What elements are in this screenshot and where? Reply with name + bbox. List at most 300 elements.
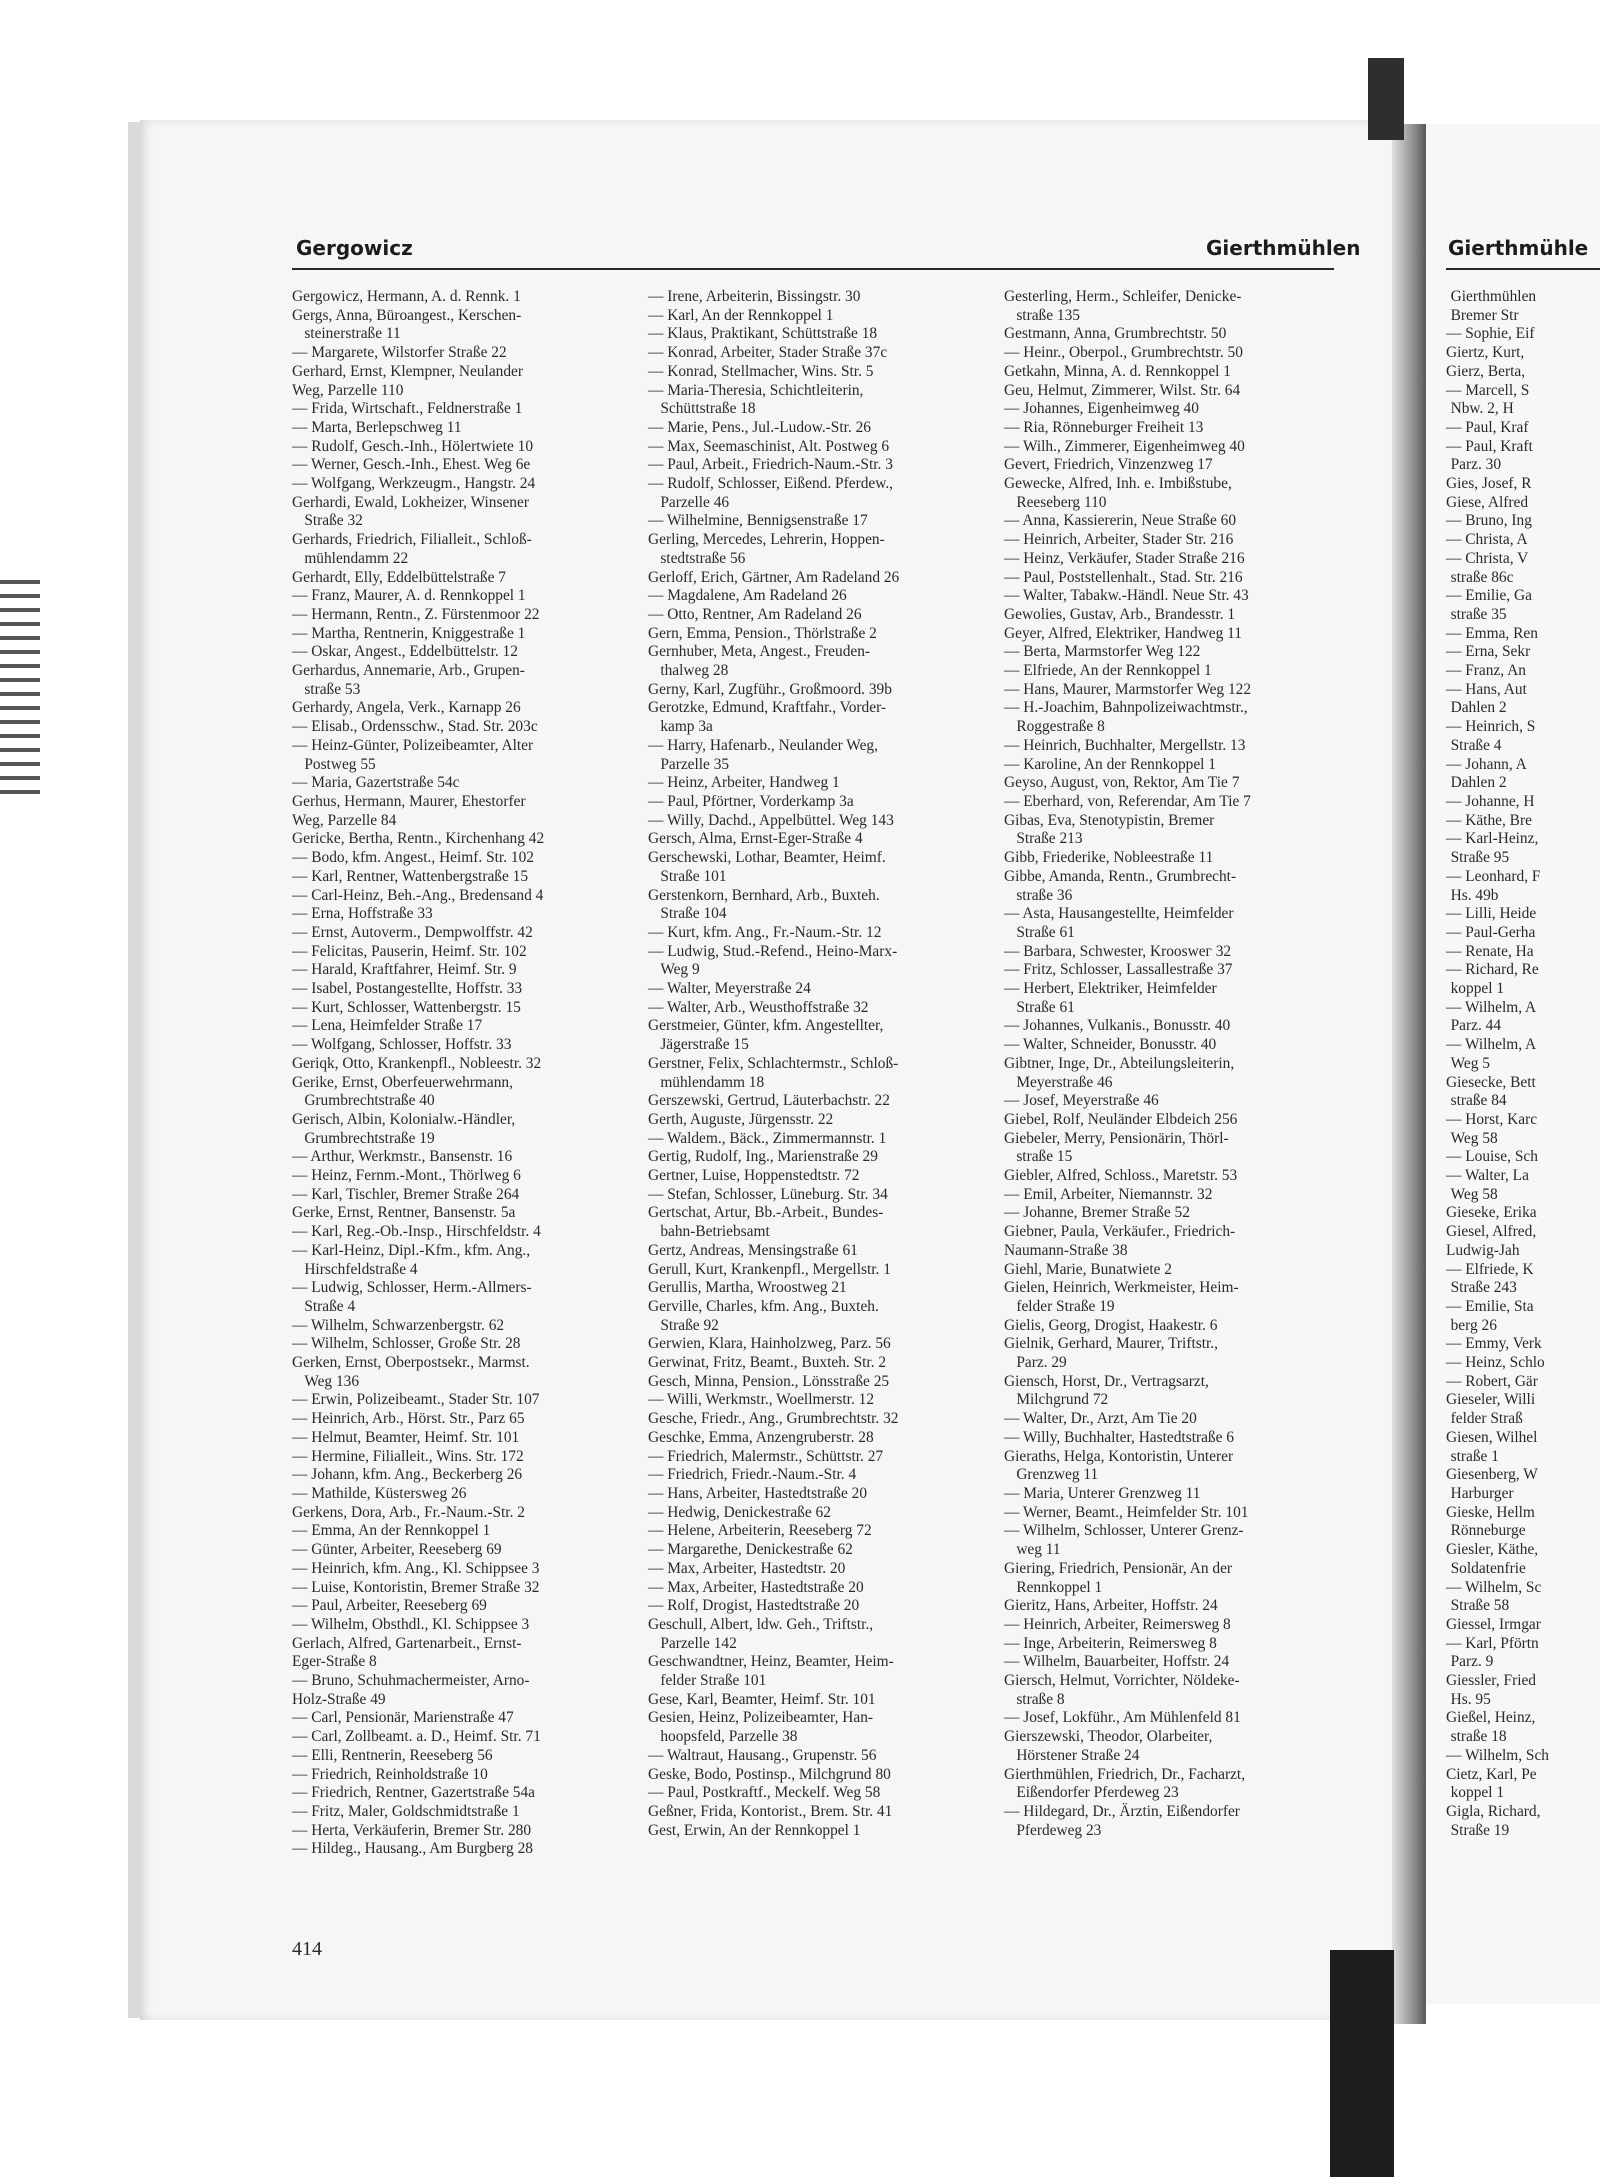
directory-line: — Carl, Zollbeamt. a. D., Heimf. Str. 71 bbox=[292, 1728, 541, 1746]
directory-line: — Josef, Lokführ., Am Mühlenfeld 81 bbox=[1004, 1709, 1241, 1727]
directory-line: Giesecke, Bett bbox=[1446, 1073, 1536, 1091]
directory-line: Gergs, Anna, Büroangest., Kerschen- bbox=[292, 306, 522, 324]
directory-line: — Richard, Re bbox=[1446, 961, 1539, 979]
directory-line: Weg 58 bbox=[1450, 1185, 1498, 1203]
directory-line: Gesterling, Herm., Schleifer, Denicke- bbox=[1004, 288, 1242, 305]
directory-line: — Herbert, Elektriker, Heimfelder bbox=[1004, 980, 1217, 998]
directory-line: — Karl, Rentner, Wattenbergstraße 15 bbox=[292, 867, 529, 885]
directory-line: Schüttstraße 18 bbox=[660, 400, 756, 418]
directory-line: Gericke, Bertha, Rentn., Kirchenhang 42 bbox=[292, 830, 545, 848]
entry-column-2 bbox=[648, 288, 978, 1840]
directory-line: felder Straße 19 bbox=[1016, 1297, 1115, 1315]
directory-line: Gierszewski, Theodor, Olarbeiter, bbox=[1004, 1728, 1213, 1746]
book-gutter bbox=[1392, 124, 1426, 2024]
directory-line: Gibb, Friederike, Nobleestraße 11 bbox=[1004, 849, 1214, 867]
header-left: Gergowicz bbox=[296, 236, 413, 260]
directory-line: — Johannes, Eigenheimweg 40 bbox=[1004, 400, 1199, 418]
directory-line: — Marcell, S bbox=[1446, 381, 1530, 399]
directory-line: — Willi, Werkmstr., Woellmerstr. 12 bbox=[648, 1391, 875, 1409]
directory-line: — Kurt, Schlosser, Wattenbergstr. 15 bbox=[292, 998, 521, 1016]
directory-line: — Konrad, Stellmacher, Wins. Str. 5 bbox=[648, 362, 874, 380]
directory-line: — Oskar, Angest., Eddelbüttelstr. 12 bbox=[292, 643, 518, 661]
directory-line: — Wilhelm, Bauarbeiter, Hoffstr. 24 bbox=[1004, 1653, 1230, 1671]
directory-line: — Wilhelm, A bbox=[1446, 1036, 1537, 1054]
directory-line: — Horst, Karc bbox=[1446, 1110, 1538, 1128]
directory-line: — Heinrich, Arbeiter, Stader Str. 216 bbox=[1004, 531, 1234, 549]
directory-line: Gernhuber, Meta, Angest., Freuden- bbox=[648, 643, 871, 661]
directory-line: — Karl, An der Rennkoppel 1 bbox=[648, 306, 834, 324]
directory-line: Gibbe, Amanda, Rentn., Grumbrecht- bbox=[1004, 867, 1237, 885]
directory-line: — Hans, Aut bbox=[1446, 680, 1527, 698]
directory-line: straße 36 bbox=[1016, 886, 1073, 904]
directory-line: Cietz, Karl, Pe bbox=[1446, 1765, 1537, 1783]
directory-line: — Inge, Arbeiterin, Reimersweg 8 bbox=[1004, 1634, 1217, 1652]
directory-line: — Elisab., Ordensschw., Stad. Str. 203c bbox=[292, 718, 538, 736]
directory-line: Gießel, Heinz, bbox=[1446, 1709, 1536, 1727]
directory-line: — Paul, Kraf bbox=[1446, 418, 1529, 436]
directory-line: Gesch, Minna, Pension., Lönsstraße 25 bbox=[648, 1372, 890, 1390]
directory-line: stedtstraße 56 bbox=[660, 549, 746, 567]
directory-line: — Johanne, Bremer Straße 52 bbox=[1004, 1204, 1190, 1222]
directory-line: — Friedrich, Reinholdstraße 10 bbox=[292, 1765, 488, 1783]
directory-line: straße 53 bbox=[304, 680, 361, 698]
directory-line: Gieraths, Helga, Kontoristin, Unterer bbox=[1004, 1447, 1234, 1465]
directory-line: — Klaus, Praktikant, Schüttstraße 18 bbox=[648, 325, 878, 343]
directory-line: — Wilhelm, A bbox=[1446, 998, 1537, 1016]
directory-line: — Heinrich, Buchhalter, Mergellstr. 13 bbox=[1004, 736, 1246, 754]
directory-line: — Erna, Hoffstraße 33 bbox=[292, 905, 433, 923]
directory-line: — Carl, Pensionär, Marienstraße 47 bbox=[292, 1709, 514, 1727]
directory-line: Gertner, Luise, Hoppenstedtstr. 72 bbox=[648, 1167, 860, 1185]
directory-line: Gese, Karl, Beamter, Heimf. Str. 101 bbox=[648, 1690, 876, 1708]
directory-line: — Werner, Gesch.-Inh., Ehest. Weg 6e bbox=[292, 456, 531, 474]
directory-line: Geriqk, Otto, Krankenpfl., Nobleestr. 32 bbox=[292, 1054, 542, 1072]
directory-line: — Hermine, Filialleit., Wins. Str. 172 bbox=[292, 1447, 524, 1465]
directory-line: Gersch, Alma, Ernst-Eger-Straße 4 bbox=[648, 830, 863, 848]
directory-line: Giessel, Irmgar bbox=[1446, 1615, 1541, 1633]
directory-line: — Paul, Arbeit., Friedrich-Naum.-Str. 3 bbox=[648, 456, 893, 474]
directory-line: Gerhardus, Annemarie, Arb., Grupen- bbox=[292, 662, 525, 680]
directory-line: — Asta, Hausangestellte, Heimfelder bbox=[1004, 905, 1234, 923]
directory-line: Gerhardt, Elly, Eddelbüttelstraße 7 bbox=[292, 568, 506, 586]
directory-line: — Walter, Schneider, Bonusstr. 40 bbox=[1004, 1036, 1217, 1054]
directory-line: — Paul-Gerha bbox=[1446, 923, 1536, 941]
directory-line: — Werner, Beamt., Heimfelder Str. 101 bbox=[1004, 1503, 1249, 1521]
directory-line: Gerken, Ernst, Oberpostsekr., Marmst. bbox=[292, 1354, 530, 1372]
directory-line: — Friedrich, Malermstr., Schüttstr. 27 bbox=[648, 1447, 884, 1465]
directory-line: — Erna, Sekr bbox=[1446, 643, 1531, 661]
directory-line: Gerstner, Felix, Schlachtermstr., Schloß- bbox=[648, 1054, 899, 1072]
directory-line: — Magdalene, Am Radeland 26 bbox=[648, 587, 847, 605]
directory-line: Nbw. 2, H bbox=[1450, 400, 1514, 418]
directory-line: Straße 58 bbox=[1450, 1597, 1510, 1615]
directory-line: straße 1 bbox=[1450, 1447, 1499, 1465]
directory-line: Gerke, Ernst, Rentner, Bansenstr. 5a bbox=[292, 1204, 516, 1222]
directory-line: Straße 213 bbox=[1016, 830, 1083, 848]
directory-line: hoopsfeld, Parzelle 38 bbox=[660, 1728, 798, 1746]
directory-line: Straße 95 bbox=[1450, 849, 1510, 867]
directory-line: Gern, Emma, Pension., Thörlstraße 2 bbox=[648, 624, 877, 642]
directory-line: Giebler, Alfred, Schloss., Maretstr. 53 bbox=[1004, 1167, 1238, 1185]
directory-line: straße 18 bbox=[1450, 1728, 1507, 1746]
directory-line: — Karoline, An der Rennkoppel 1 bbox=[1004, 755, 1217, 773]
directory-line: — Johannes, Vulkanis., Bonusstr. 40 bbox=[1004, 1017, 1231, 1035]
directory-line: kamp 3a bbox=[660, 718, 713, 736]
directory-line: — Johanne, H bbox=[1446, 792, 1535, 810]
directory-line: Gierthmühlen bbox=[1450, 288, 1537, 305]
directory-line: — Wilhelm, Obsthdl., Kl. Schippsee 3 bbox=[292, 1615, 530, 1633]
directory-line: Straße 4 bbox=[304, 1297, 356, 1315]
directory-line: — H.-Joachim, Bahnpolizeiwachtmstr., bbox=[1004, 699, 1248, 717]
directory-line: Gibtner, Inge, Dr., Abteilungsleiterin, bbox=[1004, 1054, 1235, 1072]
directory-line: Grenzweg 11 bbox=[1016, 1466, 1099, 1484]
directory-line: — Bodo, kfm. Angest., Heimf. Str. 102 bbox=[292, 849, 534, 867]
page-number: 414 bbox=[292, 1938, 322, 1960]
directory-line: — Emma, Ren bbox=[1446, 624, 1538, 642]
directory-line: Gerny, Karl, Zugführ., Großmoord. 39b bbox=[648, 680, 892, 698]
directory-line: Pferdeweg 23 bbox=[1016, 1821, 1102, 1839]
directory-line: — Paul, Arbeiter, Reeseberg 69 bbox=[292, 1597, 487, 1615]
directory-line: Gesche, Friedr., Ang., Grumbrechtstr. 32 bbox=[648, 1410, 899, 1428]
directory-line: — Emmy, Verk bbox=[1446, 1335, 1542, 1353]
directory-line: — Waltraut, Hausang., Grupenstr. 56 bbox=[648, 1746, 877, 1764]
directory-line: Geschull, Albert, ldw. Geh., Triftstr., bbox=[648, 1615, 874, 1633]
directory-line: Geschke, Emma, Anzengruberstr. 28 bbox=[648, 1428, 874, 1446]
directory-line: Gerstmeier, Günter, kfm. Angestellter, bbox=[648, 1017, 884, 1035]
directory-line: Gerstenkorn, Bernhard, Arb., Buxteh. bbox=[648, 886, 880, 904]
directory-line: Gergowicz, Hermann, A. d. Rennk. 1 bbox=[292, 288, 521, 305]
directory-line: Eger-Straße 8 bbox=[292, 1653, 377, 1671]
directory-line: Gerwien, Klara, Hainholzweg, Parz. 56 bbox=[648, 1335, 891, 1353]
directory-line: Giese, Alfred bbox=[1446, 493, 1529, 511]
directory-line: — Rudolf, Schlosser, Eißend. Pferdew., bbox=[648, 475, 894, 493]
directory-line: — Paul, Postkraftf., Meckelf. Weg 58 bbox=[648, 1784, 881, 1802]
directory-line: Giesler, Käthe, bbox=[1446, 1541, 1539, 1559]
directory-line: — Louise, Sch bbox=[1446, 1148, 1538, 1166]
directory-line: Ludwig-Jah bbox=[1446, 1241, 1520, 1259]
directory-line: Straße 61 bbox=[1016, 998, 1075, 1016]
directory-line: — Barbara, Schwester, Krooswег 32 bbox=[1004, 942, 1232, 960]
directory-line: — Paul, Poststellenhalt., Stad. Str. 216 bbox=[1004, 568, 1243, 586]
directory-line: straße 84 bbox=[1450, 1092, 1507, 1110]
directory-line: — Lilli, Heide bbox=[1446, 905, 1537, 923]
directory-line: — Wilhelm, Sch bbox=[1446, 1746, 1549, 1764]
directory-line: Gielis, Georg, Drogist, Haakestr. 6 bbox=[1004, 1316, 1218, 1334]
directory-line: — Leonhard, F bbox=[1446, 867, 1541, 885]
directory-line: — Hedwig, Denickestraße 62 bbox=[648, 1503, 831, 1521]
directory-line: — Heinz, Arbeiter, Handweg 1 bbox=[648, 774, 840, 792]
directory-line: — Josef, Meyerstraße 46 bbox=[1004, 1092, 1159, 1110]
directory-line: — Hermann, Rentn., Z. Fürstenmoor 22 bbox=[292, 605, 540, 623]
directory-line: — Günter, Arbeiter, Reeseberg 69 bbox=[292, 1541, 502, 1559]
directory-line: mühlendamm 18 bbox=[660, 1073, 765, 1091]
directory-line: Giebeler, Merry, Pensionärin, Thörl- bbox=[1004, 1129, 1229, 1147]
directory-line: Postweg 55 bbox=[304, 755, 376, 773]
directory-line: — Käthe, Bre bbox=[1446, 811, 1532, 829]
directory-line: — Robert, Gär bbox=[1446, 1372, 1538, 1390]
directory-line: Gerlach, Alfred, Gartenarbeit., Ernst- bbox=[292, 1634, 522, 1652]
directory-line: — Frida, Wirtschaft., Feldnerstraße 1 bbox=[292, 400, 523, 418]
directory-line: — Heinz, Schlo bbox=[1446, 1354, 1545, 1372]
directory-line: straße 8 bbox=[1016, 1690, 1065, 1708]
directory-line: Gerling, Mercedes, Lehrerin, Hoppen- bbox=[648, 531, 885, 549]
directory-line: — Helene, Arbeiterin, Reeseberg 72 bbox=[648, 1522, 872, 1540]
directory-line: felder Straß bbox=[1450, 1410, 1523, 1428]
directory-line: Reeseberg 110 bbox=[1016, 493, 1107, 511]
directory-line: — Irene, Arbeiterin, Bissingstr. 30 bbox=[648, 288, 861, 305]
directory-line: steinerstraße 11 bbox=[304, 325, 401, 343]
directory-line: Gewecke, Alfred, Inh. e. Imbißstube, bbox=[1004, 475, 1232, 493]
directory-line: — Harry, Hafenarb., Neulander Weg, bbox=[648, 736, 878, 754]
directory-line: Gertschat, Artur, Bb.-Arbeit., Bundes- bbox=[648, 1204, 884, 1222]
directory-line: Naumann-Straße 38 bbox=[1004, 1241, 1128, 1259]
directory-line: Gerloff, Erich, Gärtner, Am Radeland 26 bbox=[648, 568, 900, 586]
directory-line: — Mathilde, Küstersweg 26 bbox=[292, 1485, 467, 1502]
directory-line: — Wilhelm, Sc bbox=[1446, 1578, 1542, 1596]
directory-line: — Marie, Pens., Jul.-Ludow.-Str. 26 bbox=[648, 418, 872, 436]
directory-line: Giebner, Paula, Verkäufer., Friedrich- bbox=[1004, 1223, 1236, 1241]
directory-line: — Harald, Kraftfahrer, Heimf. Str. 9 bbox=[292, 961, 517, 979]
directory-line: — Marta, Berlepschweg 11 bbox=[292, 418, 462, 436]
directory-line: Weg, Parzelle 110 bbox=[292, 381, 404, 399]
directory-line: — Ludwig, Schlosser, Herm.-Allmers- bbox=[292, 1279, 532, 1297]
directory-line: — Walter, Meyerstraße 24 bbox=[648, 980, 811, 998]
directory-line: — Friedrich, Rentner, Gazertstraße 54a bbox=[292, 1784, 535, 1802]
directory-line: straße 86c bbox=[1450, 568, 1514, 586]
directory-line: Gerszewski, Gertrud, Läuterbachstr. 22 bbox=[648, 1092, 890, 1110]
directory-line: — Friedrich, Friedr.-Naum.-Str. 4 bbox=[648, 1466, 857, 1484]
directory-line: — Ria, Rönneburger Freiheit 13 bbox=[1004, 418, 1204, 436]
directory-line: — Luise, Kontoristin, Bremer Straße 32 bbox=[292, 1578, 540, 1596]
directory-line: Giering, Friedrich, Pensionär, An der bbox=[1004, 1559, 1233, 1577]
directory-line: Straße 243 bbox=[1450, 1279, 1517, 1297]
directory-line: — Christa, V bbox=[1446, 549, 1529, 567]
directory-line: Giensch, Horst, Dr., Vertragsarzt, bbox=[1004, 1372, 1209, 1390]
directory-line: — Waldem., Bäck., Zimmermannstr. 1 bbox=[648, 1129, 887, 1147]
directory-line: — Wilh., Zimmerer, Eigenheimweg 40 bbox=[1004, 437, 1245, 455]
header-rule-next bbox=[1446, 268, 1600, 270]
directory-line: — Rudolf, Gesch.-Inh., Hölertwiete 10 bbox=[292, 437, 534, 455]
directory-line: — Hildegard, Dr., Ärztin, Eißendorfer bbox=[1004, 1802, 1240, 1820]
directory-line: Parzelle 142 bbox=[660, 1634, 737, 1652]
directory-line: Weg 9 bbox=[660, 961, 700, 979]
directory-line: — Hans, Arbeiter, Hastedtstraße 20 bbox=[648, 1485, 868, 1502]
directory-line: — Martha, Rentnerin, Kniggestraße 1 bbox=[292, 624, 526, 642]
directory-line: — Karl, Pförtn bbox=[1446, 1634, 1539, 1652]
directory-line: — Anna, Kassiererin, Neue Straße 60 bbox=[1004, 512, 1237, 530]
directory-line: Gierthmühlen, Friedrich, Dr., Facharzt, bbox=[1004, 1765, 1246, 1783]
directory-line: — Berta, Marmstorfer Weg 122 bbox=[1004, 643, 1201, 661]
directory-line: — Johann, A bbox=[1446, 755, 1527, 773]
directory-line: Gevert, Friedrich, Vinzenzweg 17 bbox=[1004, 456, 1213, 474]
directory-line: Gerkens, Dora, Arb., Fr.-Naum.-Str. 2 bbox=[292, 1503, 525, 1521]
directory-line: Grumbrechtstraße 19 bbox=[304, 1129, 435, 1147]
directory-line: — Elfriede, An der Rennkoppel 1 bbox=[1004, 662, 1212, 680]
directory-line: Geu, Helmut, Zimmerer, Wilst. Str. 64 bbox=[1004, 381, 1241, 399]
directory-line: koppel 1 bbox=[1450, 1784, 1505, 1802]
directory-line: — Wolfgang, Werkzeugm., Hangstr. 24 bbox=[292, 475, 536, 493]
directory-line: — Hans, Maurer, Marmstorfer Weg 122 bbox=[1004, 680, 1252, 698]
directory-line: — Eberhard, von, Referendar, Am Tie 7 bbox=[1004, 792, 1251, 810]
directory-line: Weg 5 bbox=[1450, 1054, 1490, 1072]
directory-line: Weg 136 bbox=[304, 1372, 360, 1390]
directory-line: Gerotzke, Edmund, Kraftfahr., Vorder- bbox=[648, 699, 887, 717]
directory-line: — Karl, Reg.-Ob.-Insp., Hirschfeldstr. 4 bbox=[292, 1223, 541, 1241]
directory-line: — Max, Seemaschinist, Alt. Postweg 6 bbox=[648, 437, 890, 455]
directory-line: Milchgrund 72 bbox=[1016, 1391, 1109, 1409]
directory-line: — Paul, Pförtner, Vorderkamp 3a bbox=[648, 792, 854, 810]
directory-line: — Emil, Arbeiter, Niemannstr. 32 bbox=[1004, 1185, 1213, 1203]
directory-line: — Isabel, Postangestellte, Hoffstr. 33 bbox=[292, 980, 523, 998]
directory-line: Hörstener Straße 24 bbox=[1016, 1746, 1140, 1764]
directory-line: Giesel, Alfred, bbox=[1446, 1223, 1537, 1241]
directory-line: — Emma, An der Rennkoppel 1 bbox=[292, 1522, 491, 1540]
directory-line: Eißendorfer Pferdeweg 23 bbox=[1016, 1784, 1179, 1802]
directory-line: Giesen, Wilhel bbox=[1446, 1428, 1538, 1446]
directory-line: Straße 61 bbox=[1016, 923, 1075, 941]
header-rule bbox=[292, 268, 1334, 270]
directory-line: — Christa, A bbox=[1446, 531, 1528, 549]
directory-line: Getkahn, Minna, A. d. Rennkoppel 1 bbox=[1004, 362, 1231, 380]
directory-line: straße 35 bbox=[1450, 605, 1507, 623]
header-next-page: Gierthmühle bbox=[1448, 236, 1589, 260]
directory-line: Parz. 29 bbox=[1016, 1354, 1067, 1372]
directory-line: Gestmann, Anna, Grumbrechtstr. 50 bbox=[1004, 325, 1227, 343]
directory-line: — Stefan, Schlosser, Lüneburg. Str. 34 bbox=[648, 1185, 888, 1203]
directory-line: — Heinrich, kfm. Ang., Kl. Schippsee 3 bbox=[292, 1559, 540, 1577]
directory-line: — Maria, Gazertstraße 54c bbox=[292, 774, 460, 792]
directory-line: Gerwinat, Fritz, Beamt., Buxteh. Str. 2 bbox=[648, 1354, 887, 1372]
directory-line: — Emilie, Ga bbox=[1446, 587, 1532, 605]
directory-line: Roggestraße 8 bbox=[1016, 718, 1105, 736]
directory-line: Bremer Str bbox=[1450, 306, 1519, 324]
directory-line: — Heinrich, S bbox=[1446, 718, 1536, 736]
directory-line: Straße 92 bbox=[660, 1316, 719, 1334]
directory-line: Gerull, Kurt, Krankenpfl., Mergellstr. 1 bbox=[648, 1260, 891, 1278]
directory-line: Gerhards, Friedrich, Filialleit., Schloß- bbox=[292, 531, 532, 549]
directory-line: Gest, Erwin, An der Rennkoppel 1 bbox=[648, 1821, 861, 1839]
directory-line: — Helmut, Beamter, Heimf. Str. 101 bbox=[292, 1428, 520, 1446]
directory-line: Gerschewski, Lothar, Beamter, Heimf. bbox=[648, 849, 886, 867]
directory-line: Weg 58 bbox=[1450, 1129, 1498, 1147]
directory-line: — Margarethe, Denickestraße 62 bbox=[648, 1541, 853, 1559]
directory-line: — Erwin, Polizeibeamt., Stader Str. 107 bbox=[292, 1391, 540, 1409]
directory-line: — Fritz, Maler, Goldschmidtstraße 1 bbox=[292, 1802, 520, 1820]
directory-line: Straße 101 bbox=[660, 867, 727, 885]
directory-line: — Heinz, Fernm.-Mont., Thörlweg 6 bbox=[292, 1167, 521, 1185]
directory-line: Hs. 49b bbox=[1450, 886, 1499, 904]
directory-line: Giertz, Kurt, bbox=[1446, 344, 1525, 362]
directory-line: — Felicitas, Pauserin, Heimf. Str. 102 bbox=[292, 942, 527, 960]
directory-line: Giersch, Helmut, Vorrichter, Nöldeke- bbox=[1004, 1672, 1240, 1690]
directory-line: — Elfriede, K bbox=[1446, 1260, 1534, 1278]
directory-line: — Bruno, Schuhmachermeister, Arno- bbox=[292, 1672, 530, 1690]
directory-line: Geyso, August, von, Rektor, Am Tie 7 bbox=[1004, 774, 1240, 792]
directory-line: — Max, Arbeiter, Hastedtstr. 20 bbox=[648, 1559, 846, 1577]
directory-line: Gerhardi, Ewald, Lokheizer, Winsener bbox=[292, 493, 529, 511]
directory-line: Gieseler, Willi bbox=[1446, 1391, 1536, 1409]
directory-line: Soldatenfrie bbox=[1450, 1559, 1526, 1577]
directory-line: Geyer, Alfred, Elektriker, Handweg 11 bbox=[1004, 624, 1242, 642]
directory-line: — Willy, Dachd., Appelbüttel. Weg 143 bbox=[648, 811, 894, 829]
directory-line: — Maria-Theresia, Schichtleiterin, bbox=[648, 381, 864, 399]
directory-line: — Carl-Heinz, Beh.-Ang., Bredensand 4 bbox=[292, 886, 544, 904]
directory-line: koppel 1 bbox=[1450, 980, 1505, 998]
directory-line: — Max, Arbeiter, Hastedtstraße 20 bbox=[648, 1578, 864, 1596]
directory-line: — Karl, Tischler, Bremer Straße 264 bbox=[292, 1185, 520, 1203]
directory-line: Parzelle 35 bbox=[660, 755, 730, 773]
directory-line: — Heinz, Verkäufer, Stader Straße 216 bbox=[1004, 549, 1245, 567]
directory-line: Gerhus, Hermann, Maurer, Ehestorfer bbox=[292, 792, 526, 810]
directory-line: — Renate, Ha bbox=[1446, 942, 1534, 960]
directory-line: straße 135 bbox=[1016, 306, 1080, 324]
directory-line: — Karl-Heinz, bbox=[1446, 830, 1539, 848]
directory-line: — Ernst, Autoverm., Dempwolffstr. 42 bbox=[292, 923, 533, 941]
directory-line: Geßner, Frida, Kontorist., Brem. Str. 41 bbox=[648, 1802, 893, 1820]
directory-line: — Hildeg., Hausang., Am Burgberg 28 bbox=[292, 1840, 533, 1858]
directory-line: thalweg 28 bbox=[660, 662, 729, 680]
directory-line: — Karl-Heinz, Dipl.-Kfm., kfm. Ang., bbox=[292, 1241, 531, 1259]
directory-line: mühlendamm 22 bbox=[304, 549, 409, 567]
directory-line: — Bruno, Ing bbox=[1446, 512, 1532, 530]
directory-line: Gibas, Eva, Stenotypistin, Bremer bbox=[1004, 811, 1215, 829]
directory-line: Straße 104 bbox=[660, 905, 727, 923]
directory-line: — Lena, Heimfelder Straße 17 bbox=[292, 1017, 483, 1035]
directory-line: — Walter, Arb., Weusthoffstraße 32 bbox=[648, 998, 869, 1016]
directory-line: — Franz, An bbox=[1446, 662, 1526, 680]
directory-line: berg 26 bbox=[1450, 1316, 1497, 1334]
binding-clip-top bbox=[1368, 58, 1404, 140]
directory-line: Hirschfeldstraße 4 bbox=[304, 1260, 418, 1278]
directory-line: — Walter, Tabakw.-Händl. Neue Str. 43 bbox=[1004, 587, 1249, 605]
directory-line: Gierz, Berta, bbox=[1446, 362, 1526, 380]
directory-line: — Herta, Verkäuferin, Bremer Str. 280 bbox=[292, 1821, 532, 1839]
directory-line: Straße 32 bbox=[304, 512, 363, 530]
directory-line: Grumbrechtstraße 40 bbox=[304, 1092, 435, 1110]
directory-line: Straße 19 bbox=[1450, 1821, 1510, 1839]
directory-line: — Heinr., Oberpol., Grumbrechtstr. 50 bbox=[1004, 344, 1243, 362]
directory-line: Gies, Josef, R bbox=[1446, 475, 1532, 493]
directory-line: Straße 4 bbox=[1450, 736, 1502, 754]
directory-line: Hs. 95 bbox=[1450, 1690, 1491, 1708]
directory-line: straße 15 bbox=[1016, 1148, 1073, 1166]
directory-line: — Wilhelm, Schwarzenbergstr. 62 bbox=[292, 1316, 505, 1334]
directory-line: Dahlen 2 bbox=[1450, 774, 1507, 792]
directory-line: Gerike, Ernst, Oberfeuerwehrmann, bbox=[292, 1073, 513, 1091]
directory-line: — Margarete, Wilstorfer Straße 22 bbox=[292, 344, 507, 362]
binding-clip-bottom bbox=[1330, 1950, 1394, 2177]
directory-line: Gigla, Richard, bbox=[1446, 1802, 1541, 1820]
directory-line: Rennkoppel 1 bbox=[1016, 1578, 1103, 1596]
directory-line: Meyerstraße 46 bbox=[1016, 1073, 1113, 1091]
directory-line: — Elli, Rentnerin, Reeseberg 56 bbox=[292, 1746, 493, 1764]
directory-line: — Willy, Buchhalter, Hastedtstraße 6 bbox=[1004, 1428, 1234, 1446]
directory-line: — Johann, kfm. Ang., Beckerberg 26 bbox=[292, 1466, 523, 1484]
directory-line: Giesenberg, W bbox=[1446, 1466, 1538, 1484]
edge-marks bbox=[0, 580, 40, 804]
directory-line: Gerville, Charles, kfm. Ang., Buxteh. bbox=[648, 1297, 879, 1315]
directory-line: — Otto, Rentner, Am Radeland 26 bbox=[648, 605, 862, 623]
directory-line: Geschwandtner, Heinz, Beamter, Heim- bbox=[648, 1653, 894, 1671]
directory-line: felder Straße 101 bbox=[660, 1672, 767, 1690]
directory-line: — Rolf, Drogist, Hastedtstraße 20 bbox=[648, 1597, 860, 1615]
directory-line: Giehl, Marie, Bunatwiete 2 bbox=[1004, 1260, 1172, 1278]
directory-line: — Heinrich, Arbeiter, Reimersweg 8 bbox=[1004, 1615, 1231, 1633]
directory-line: Giebel, Rolf, Neuländer Elbdeich 256 bbox=[1004, 1110, 1238, 1128]
directory-line: Gertig, Rudolf, Ing., Marienstraße 29 bbox=[648, 1148, 878, 1166]
entry-column-3 bbox=[1004, 288, 1334, 1840]
directory-line: — Emilie, Sta bbox=[1446, 1297, 1534, 1315]
